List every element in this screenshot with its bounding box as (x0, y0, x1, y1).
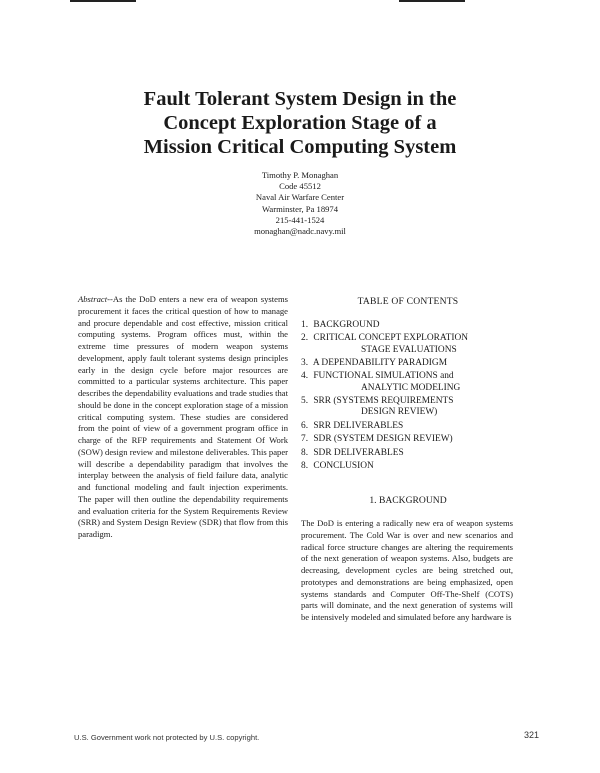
toc-item-continuation: DESIGN REVIEW) (361, 407, 438, 418)
toc-item-number: 1. (301, 320, 309, 330)
toc-item-number: 8. (301, 461, 309, 472)
toc-item-text: SRR (SYSTEMS REQUIREMENTS (313, 396, 454, 407)
toc-item (301, 448, 515, 459)
toc-item-continuation: STAGE EVALUATIONS (361, 344, 457, 355)
section-body-background: The DoD is entering a radically new era of weapon systems procurement. The Cold War is over and new scenarios and radical force structure changes are altering the requirements of the next generation of weapon systems. Also, budgets are decreasing, development cycles are being stretched out, prototypes and demonstrations are being emphasized, open systems standards and Computer Off-The-Shelf (COTS) parts will dominate, and the next generation of systems will be intensively modeled and simulated before any hardware is (301, 518, 513, 622)
toc-item-text: CONCLUSION (313, 461, 374, 472)
toc-item-number: 3. (301, 358, 309, 369)
paper-title (60, 87, 540, 159)
toc-item (301, 434, 515, 445)
title-line-3: Mission Critical Computing System (143, 136, 457, 158)
toc-item-number: 6. (301, 420, 309, 431)
section-heading-background: 1. BACKGROUND (369, 495, 447, 506)
title-line-2: Concept Exploration Stage of a (163, 112, 437, 134)
abstract-dash: -- (107, 294, 113, 304)
title-line-1: Fault Tolerant System Design in the (143, 88, 457, 110)
abstract-text: As the DoD enters a new era of weapon systems procurement it faces the critical question of how to manage and procure dependable and cost effective, mission critical computing systems. Program offices must, within the extreme time pressures of modern weapon systems development, apply fault tolerant systems design principles early in the design cycle before major resources are committed to a particular systems architecture. This paper describes the dependability evaluations and trade studies that should be done in the concept exploration stage of a mission critical computing system. These studies are considered from the point of view of a government program office in charge of the RFP requirements and Statement Of Work (SOW) design review and milestone deliverables. This paper will describe a dependability paradigm that involves the interplay between the analysis of field failure data, analytic and functional modeling and fault injection experiments. The paper will then outline the dependability requirements and evaluation criteria for the System Requirements Review (SRR) and System Design Review (SDR) that flow from this paradigm. (78, 294, 288, 539)
toc-item (301, 358, 515, 369)
toc-item-number: 4. (301, 371, 309, 382)
toc-item (301, 320, 515, 331)
toc-item-number: 5. (301, 396, 309, 407)
author-phone: 215-441-1524 (275, 214, 325, 225)
top-rule-left (70, 0, 136, 2)
toc-item (301, 371, 515, 394)
toc-item-text: SDR (SYSTEM DESIGN REVIEW) (313, 434, 453, 445)
toc-item-text: FUNCTIONAL SIMULATIONS and (313, 371, 454, 382)
toc-item-text: A DEPENDABILITY PARADIGM (312, 358, 448, 369)
abstract-label: Abstract (78, 294, 108, 304)
toc-item (301, 421, 515, 432)
toc-item-continuation: ANALYTIC MODELING (361, 382, 461, 393)
table-of-contents (301, 320, 515, 474)
author-email: monaghan@nadc.navy.mil (254, 226, 346, 237)
toc-item (301, 396, 515, 419)
copyright-note: U.S. Government work not protected by U.S. copyright. (74, 733, 260, 742)
abstract (78, 294, 288, 541)
toc-item-number: 2. (301, 333, 309, 344)
toc-item-text: SRR DELIVERABLES (313, 420, 404, 431)
top-rule-right (399, 0, 465, 2)
toc-item-number: 8. (301, 447, 309, 458)
toc-title: TABLE OF CONTENTS (357, 296, 459, 307)
page-number: 321 (524, 730, 540, 740)
toc-item-text: BACKGROUND (313, 320, 380, 330)
toc-item-text: CRITICAL CONCEPT EXPLORATION (313, 333, 469, 344)
toc-item-number: 7. (301, 434, 309, 445)
author-city: Warminster, Pa 18974 (261, 203, 339, 214)
toc-item-text: SDR DELIVERABLES (313, 447, 404, 458)
author-code: Code 45512 (279, 181, 321, 192)
author-name: Timothy P. Monaghan (261, 170, 339, 180)
toc-item (301, 333, 515, 356)
author-block (200, 170, 400, 237)
author-org: Naval Air Warfare Center (255, 192, 345, 203)
toc-item (301, 461, 515, 472)
